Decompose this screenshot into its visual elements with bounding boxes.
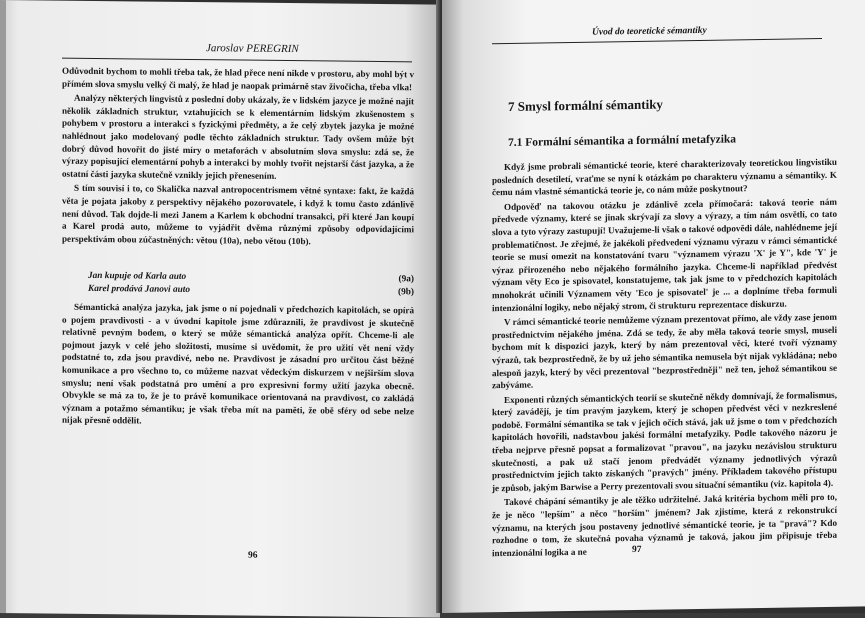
paragraph: Když jsme probrali sémantické teorie, které charakterizovaly teoretickou lingvistiku posledních desetiletí, vraťme se nyní k otázkám po charakteru významu a sémantiky. K čemu nám vlastně sémantická teorie je, co nám může poskytnout? bbox=[492, 156, 837, 198]
right-page bbox=[442, 0, 865, 613]
paragraph: Takové chápání sémantiky je ale těžko udržitelné. Jaká kritéria bychom měli pro to, že je něco "lepším" a něco "horším" jménem? Jak zjistíme, která z rekonstrukcí významu, na kterých jsou postaveny jednotlivé sémantické teorie, je ta "pravá"? Kdo rozhodne o tom, že skutečná povaha významů je taková, jakou jim připisuje třeba intenzionální logika a ne bbox=[492, 492, 837, 559]
section-title: 7.1 Formální sémantika a formální metafyzika bbox=[508, 133, 737, 149]
header-rule-left bbox=[62, 58, 412, 63]
page-number-right: 97 bbox=[632, 544, 642, 556]
paragraph: S tím souvisí i to, co Skalička nazval antropocentrismem větné syntaxe: fakt, že každá věta je pojata jakoby z perspektivy nějakého pozorovatele, i když k tomu často zdánlivě není důvod. Tak dojde-li mezi Janem a Karlem k obchodní transakci, při které Jan koupí a Karel prodá auto, můžeme to vyjádřit dvěma různými způsoby odpovídajícími perspektivám obou zúčastněných: větou (10a), nebo větou (10b). bbox=[62, 183, 414, 246]
chapter-title: 7 Smysl formální sémantiky bbox=[508, 96, 663, 114]
example-number: (9b) bbox=[397, 287, 414, 298]
paragraph: Odůvodnit bychom to mohli třeba tak, že hlad přece není nikde v prostoru, aby mohl být v přímém slova smyslu velký či malý, že hlad je naopak primárně stav živočicha, třeba vlka! bbox=[62, 65, 414, 92]
running-head-right: Úvod do teoretické sémantiky bbox=[592, 25, 707, 38]
header-rule-right bbox=[492, 38, 822, 44]
right-body bbox=[492, 156, 837, 562]
page-number-left: 96 bbox=[248, 550, 258, 561]
paragraph: V rámci sémantické teorie nemůžeme význam prezentovat přímo, ale vždy zase jenom prostřednictvím nějakého jména. Zdá se tedy, že aby měla taková teorie smysl, museli bychom mít k dispozici jazyk, který by nám prezentoval věci, které tvoří významy výrazů, tak bezprostředně, že by už jeho sémantika nemusela být nijak vykládána; nebo alespoň jazyk, který by věci prezentoval "bezprostředněji" než ten, jehož sémantikou se zabýváme. bbox=[492, 311, 838, 391]
example-number: (9a) bbox=[398, 274, 414, 285]
paragraph: Analýzy některých lingvistů z poslední doby ukázaly, že v lidském jazyce je možné najít několik základních struktur, vztahujících se k elementárním lidským zkušenostem s pohybem v prostoru a interakci s fyzickými předměty, a že celý zbytek jazyka je možné nahlédnout jako modelovaný podle těchto základních struktur. Tady ovšem může být dobrý důvod hovořit do jisté míry o metaforách v absolutním slova smyslu: zdá se, že výrazy popisující elementární pohyb a interakci by mohly tvořit nejstarší část jazyka, a že ostatní části jazyka skutečně vznikly jejich přenesením. bbox=[62, 92, 414, 181]
example-text: Karel prodává Janovi auto bbox=[88, 283, 191, 295]
example-sentences bbox=[88, 270, 414, 299]
paragraph: Sémantická analýza jazyka, jak jsme o ní pojednali v předchozích kapitolách, se opírá o pojem pravdivosti - a v úvodní kapitole jsme zdůraznili, že pravdivost je skutečně relativně pevným bodem, o který se může sémantická analýza opřít. Chceme-li ale pojmout jazyk v celé jeho složitosti, musíme si uvědomit, že pro užití vět není vždy podstatné to, zda jsou pravdivé, nebo ne. Pravdivost je zásadní pro určitou část běžné komunikace a pro všechno to, co můžeme nazvat vědeckým diskurzem v nejširším slova smyslu; není však podstatná pro umění a pro expresivní formy užití jazyka obecně. Obvykle se má za to, že je to právě komunikace orientovaná na pravdivost, co zakládá význam a potažmo sémantiku; je však třeba mít na paměti, že obě sféry od sebe nelze nijak přesně oddělit. bbox=[62, 301, 414, 426]
left-body-bottom bbox=[62, 301, 414, 433]
example-text: Jan kupuje od Karla auto bbox=[88, 270, 187, 282]
running-head-left: Jaroslav PEREGRIN bbox=[206, 42, 299, 56]
page-edge-shadow bbox=[0, 0, 6, 613]
example-row bbox=[88, 283, 414, 299]
paragraph: Odpověď na takovou otázku je zdánlivě zcela přímočará: taková teorie nám předvede významy, které se jinak skrývají za slovy a výrazy, a tím nám osvětlí, co tato slova a tyto výrazy zastupují! Uvažujeme-li však o takové odpovědi dále, nahlédneme její problematičnost. Je zřejmé, že jakékoli předvedení významu výrazu v rámci sémantické teorie se musí omezit na konstatování tvaru "významem výrazu 'X' je Y", kde 'Y' je výraz přirozeného nebo nějakého formálního jazyka. Chceme-li například předvést význam věty Eco je spisovatel, konstatujeme, tak jak jsme to v předchozích kapitolách mnohokrát učinili Významem věty 'Eco je spisovatel' je ... a doplníme třeba formuli intenzionální logiky, nebo nějaký strom, či strukturu reprezentace diskurzu. bbox=[492, 196, 837, 313]
left-body-top bbox=[62, 65, 414, 251]
paragraph: Exponenti různých sémantických teorií se skutečně někdy domnívají, že formalismus, který zavádějí, je tím pravým jazykem, který je schopen předvést věci v nezkreslené podobě. Formální sémantika se tak v jejich očích stává, jak už jsme o tom v předchozích kapitolách hovořili, nadstavbou jakési formální metafyziky. Podle takového názoru je třeba nejprve přesně popsat a formalizovat "pravou", na jazyku nezávislou strukturu skutečnosti, a pak už stačí jenom předvádět významy jednotlivých výrazů prostřednictvím jejich takto získaných "pravých" jmény. Příkladem takového přístupu je způsob, jakým Barwise a Perry prezentovali svou situační sémantiku (viz. kapitola 4). bbox=[492, 389, 837, 494]
